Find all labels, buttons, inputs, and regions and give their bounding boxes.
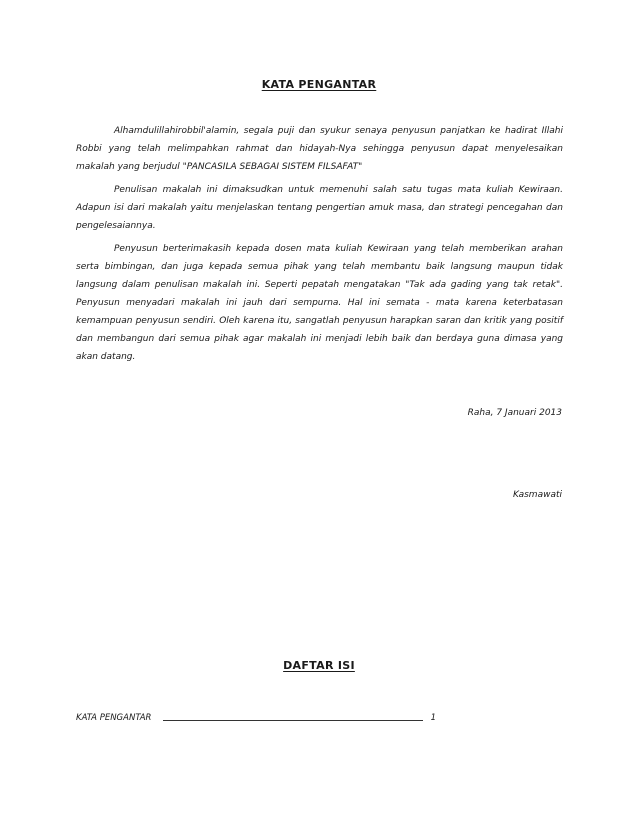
preface-paragraph: Alhamdulillahirobbil'alamin, segala puji dan syukur senaya penyusun panjatkan ke hadirat Illahi Robbi yang telah melimpahkan rahmat dan hidayah-Nya sehingga penyusun dapat menyelesaikan makalah yang berjudul "PANCASILA SEBAGAI SISTEM FILSAFAT" bbox=[76, 126, 563, 172]
preface-paragraph: Penyusun berterimakasih kepada dosen mata kuliah Kewiraan yang telah memberikan arahan serta bimbingan, dan juga kepada semua pihak yang telah membantu baik langsung maupun tidak langsung dalam penulisan makalah ini. Seperti pepatah mengatakan "Tak ada gading yang tak retak". Penyusun menyadari makalah ini jauh dari sempurna. Hal ini semata - mata karena keterbatasan kemampuan penyusun sendiri. Oleh karena itu, sangatlah penyusun harapkan saran dan kritik yang positif dan membangun dari semua pihak agar makalah ini menjadi lebih baik dan berdaya guna dimasa yang akan datang. bbox=[76, 244, 563, 362]
toc-entry[interactable] bbox=[76, 713, 436, 723]
toc-leader-line bbox=[163, 720, 422, 721]
preface-paragraph: Penulisan makalah ini dimaksudkan untuk memenuhi salah satu tugas mata kuliah Kewiraan. Adapun isi dari makalah yaitu menjelaskan tentang pengertian amuk masa, dan strategi pencegahan dan pengelesaiannya. bbox=[76, 185, 563, 231]
toc-entry-label: KATA PENGANTAR bbox=[76, 713, 152, 723]
preface-title: KATA PENGANTAR bbox=[261, 78, 377, 91]
toc-title: DAFTAR ISI bbox=[283, 659, 355, 672]
place-date: Raha, 7 Januari 2013 bbox=[467, 408, 562, 418]
author-signature: Kasmawati bbox=[513, 490, 562, 500]
toc-entry-page: 1 bbox=[430, 713, 436, 723]
preface-body bbox=[76, 122, 563, 371]
